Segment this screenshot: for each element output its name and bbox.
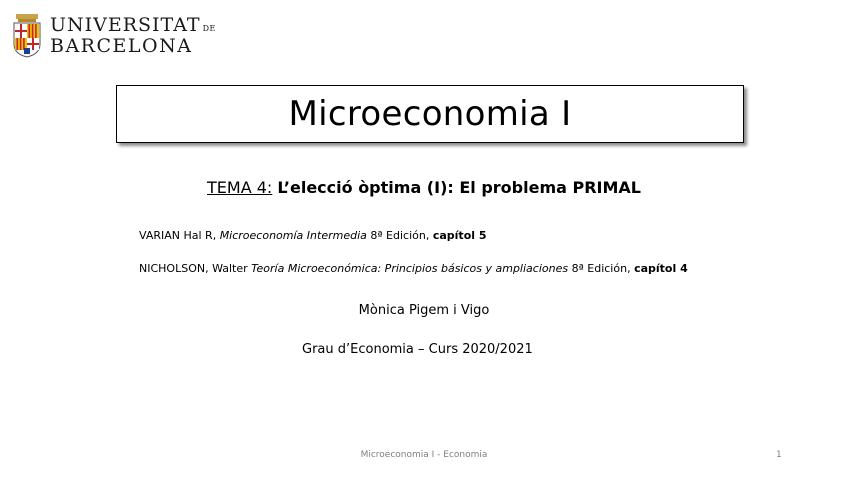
tema-label: TEMA 4: (207, 178, 273, 197)
slide-title: Microeconomia I (288, 94, 572, 134)
logo-line2: BARCELONA (50, 35, 193, 57)
reference-book: Microeconomía Intermedia (219, 229, 367, 242)
reference-author: VARIAN Hal R, (139, 229, 220, 242)
reference-chapter: capítol 5 (432, 229, 487, 242)
reference-book: Teoría Microeconómica: Principios básicos y ampliaciones (251, 262, 569, 275)
title-box (116, 85, 744, 143)
author-name: Mònica Pigem i Vigo (358, 303, 490, 318)
university-wordmark (50, 16, 216, 56)
university-seal-icon (12, 14, 42, 58)
logo-line1: UNIVERSITAT (50, 14, 201, 36)
page-number: 1 (776, 450, 782, 460)
tema-name: L’elecció òptima (I): El problema PRIMAL (277, 178, 641, 197)
reference-edition: 8ª Edición, (568, 262, 635, 275)
course-info: Grau d’Economia – Curs 2020/2021 (302, 342, 533, 357)
reference-edition: 8ª Edición, (366, 229, 433, 242)
reference-chapter: capítol 4 (634, 262, 688, 275)
footer-text: Microeconomia I - Economia (360, 450, 488, 460)
reference-varian (139, 229, 487, 242)
reference-author: NICHOLSON, Walter (139, 262, 252, 275)
reference-nicholson (139, 262, 688, 275)
slide-subtitle (0, 178, 848, 197)
university-logo (12, 14, 216, 58)
logo-de: DE (202, 24, 216, 33)
